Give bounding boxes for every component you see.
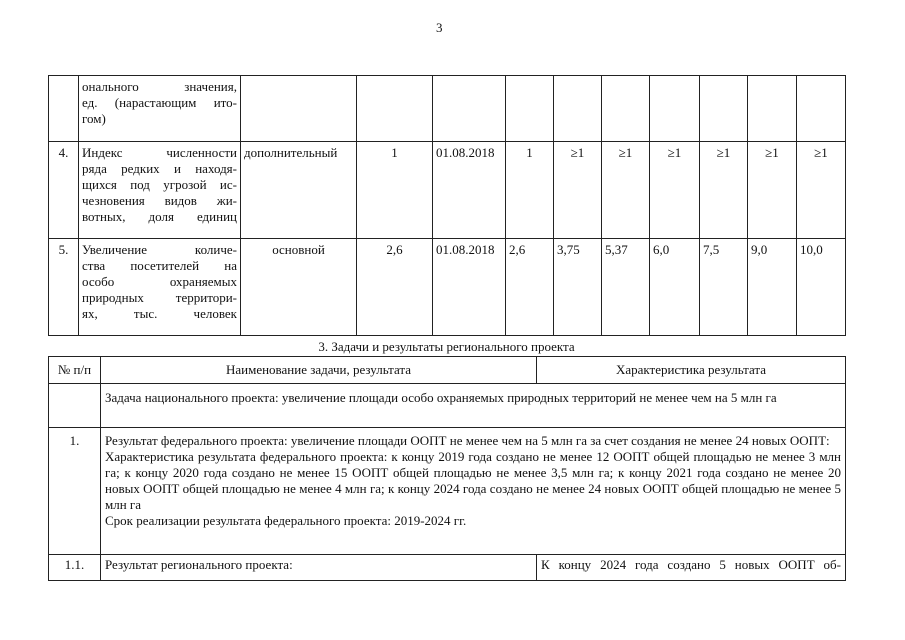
value-2020: ≥1 — [602, 142, 650, 239]
text-line: гом) — [82, 111, 106, 126]
value-2021: ≥1 — [650, 142, 700, 239]
continuation-row — [49, 76, 846, 142]
value-2019: ≥1 — [554, 142, 602, 239]
regional-result-row — [49, 555, 846, 581]
value-2023: ≥1 — [748, 142, 797, 239]
value-2018: 2,6 — [506, 239, 554, 336]
base-value: 2,6 — [357, 239, 433, 336]
indicator-name — [79, 239, 241, 336]
text-line: особо охраняемых — [82, 274, 237, 289]
federal-result-row — [49, 428, 846, 555]
text-line: ства посетителей на — [82, 258, 237, 273]
federal-result — [101, 428, 846, 555]
text-line: вотных, доля единиц — [82, 209, 237, 224]
row-number: 1. — [49, 428, 101, 555]
text-line: ед. (нарастающим ито- — [82, 95, 237, 110]
national-task: Задача национального проекта: увеличение площади особо охраняемых природных территорий не менее чем на 5 млн га — [101, 384, 846, 428]
base-date: 01.08.2018 — [433, 239, 506, 336]
indicators-table — [48, 75, 846, 336]
header-name: Наименование задачи, результата — [101, 357, 537, 384]
federal-result-text: Результат федерального проекта: увеличение площади ООПТ не менее чем на 5 млн га за счет создания не менее 24 новых ООПТ: — [105, 433, 830, 448]
value-2024: 10,0 — [797, 239, 846, 336]
indicator-name — [79, 142, 241, 239]
text-line: природных территори- — [82, 290, 237, 305]
indicator-type: дополнительный — [241, 142, 357, 239]
federal-result-deadline: Срок реализации результата федерального проекта: 2019-2024 гг. — [105, 513, 467, 528]
value-2021: 6,0 — [650, 239, 700, 336]
tasks-table — [48, 356, 846, 581]
regional-result-name: Результат регионального проекта: — [101, 555, 537, 581]
value-2023: 9,0 — [748, 239, 797, 336]
row-number: 5. — [49, 239, 79, 336]
regional-result-characteristic: К концу 2024 года создано 5 новых ООПТ об- — [537, 555, 846, 581]
value-2018: 1 — [506, 142, 554, 239]
indicator-type: основной — [241, 239, 357, 336]
text-line: Увеличение количе- — [82, 242, 237, 257]
header-characteristic: Характеристика результата — [537, 357, 846, 384]
value-2022: 7,5 — [700, 239, 748, 336]
indicator-row — [49, 239, 846, 336]
page-number: 3 — [436, 20, 443, 35]
value-2022: ≥1 — [700, 142, 748, 239]
text-line: щихся под угрозой ис- — [82, 177, 237, 192]
value-2024: ≥1 — [797, 142, 846, 239]
header-num: № п/п — [49, 357, 101, 384]
task-row — [49, 384, 846, 428]
indicator-name-continued — [79, 76, 241, 142]
base-date: 01.08.2018 — [433, 142, 506, 239]
text-line: Индекс численности — [82, 145, 237, 160]
base-value: 1 — [357, 142, 433, 239]
value-2020: 5,37 — [602, 239, 650, 336]
header-row — [49, 357, 846, 384]
text-line: ряда редких и находя- — [82, 161, 237, 176]
section-title: 3. Задачи и результаты регионального проекта — [318, 339, 575, 354]
text-line: чезновения видов жи- — [82, 193, 237, 208]
value-2019: 3,75 — [554, 239, 602, 336]
text-line: онального значения, — [82, 79, 237, 94]
indicator-row — [49, 142, 846, 239]
row-number: 4. — [49, 142, 79, 239]
text-line: ях, тыс. человек — [82, 306, 237, 321]
cell-num — [49, 76, 79, 142]
federal-result-characteristic: Характеристика результата федерального проекта: к концу 2019 года создано не менее 12 ООПТ общей площадью не менее 3 млн га; к концу 2020 года создано не менее 15 ООПТ общей площадью не менее 3,5 млн га; к концу 2021 года создано не менее 20 новых ООПТ общей площадью не менее 4 млн га; к концу 2024 года создано не менее 24 новых ООПТ общей площадью не менее 5 млн га — [105, 449, 841, 512]
row-number: 1.1. — [49, 555, 101, 581]
